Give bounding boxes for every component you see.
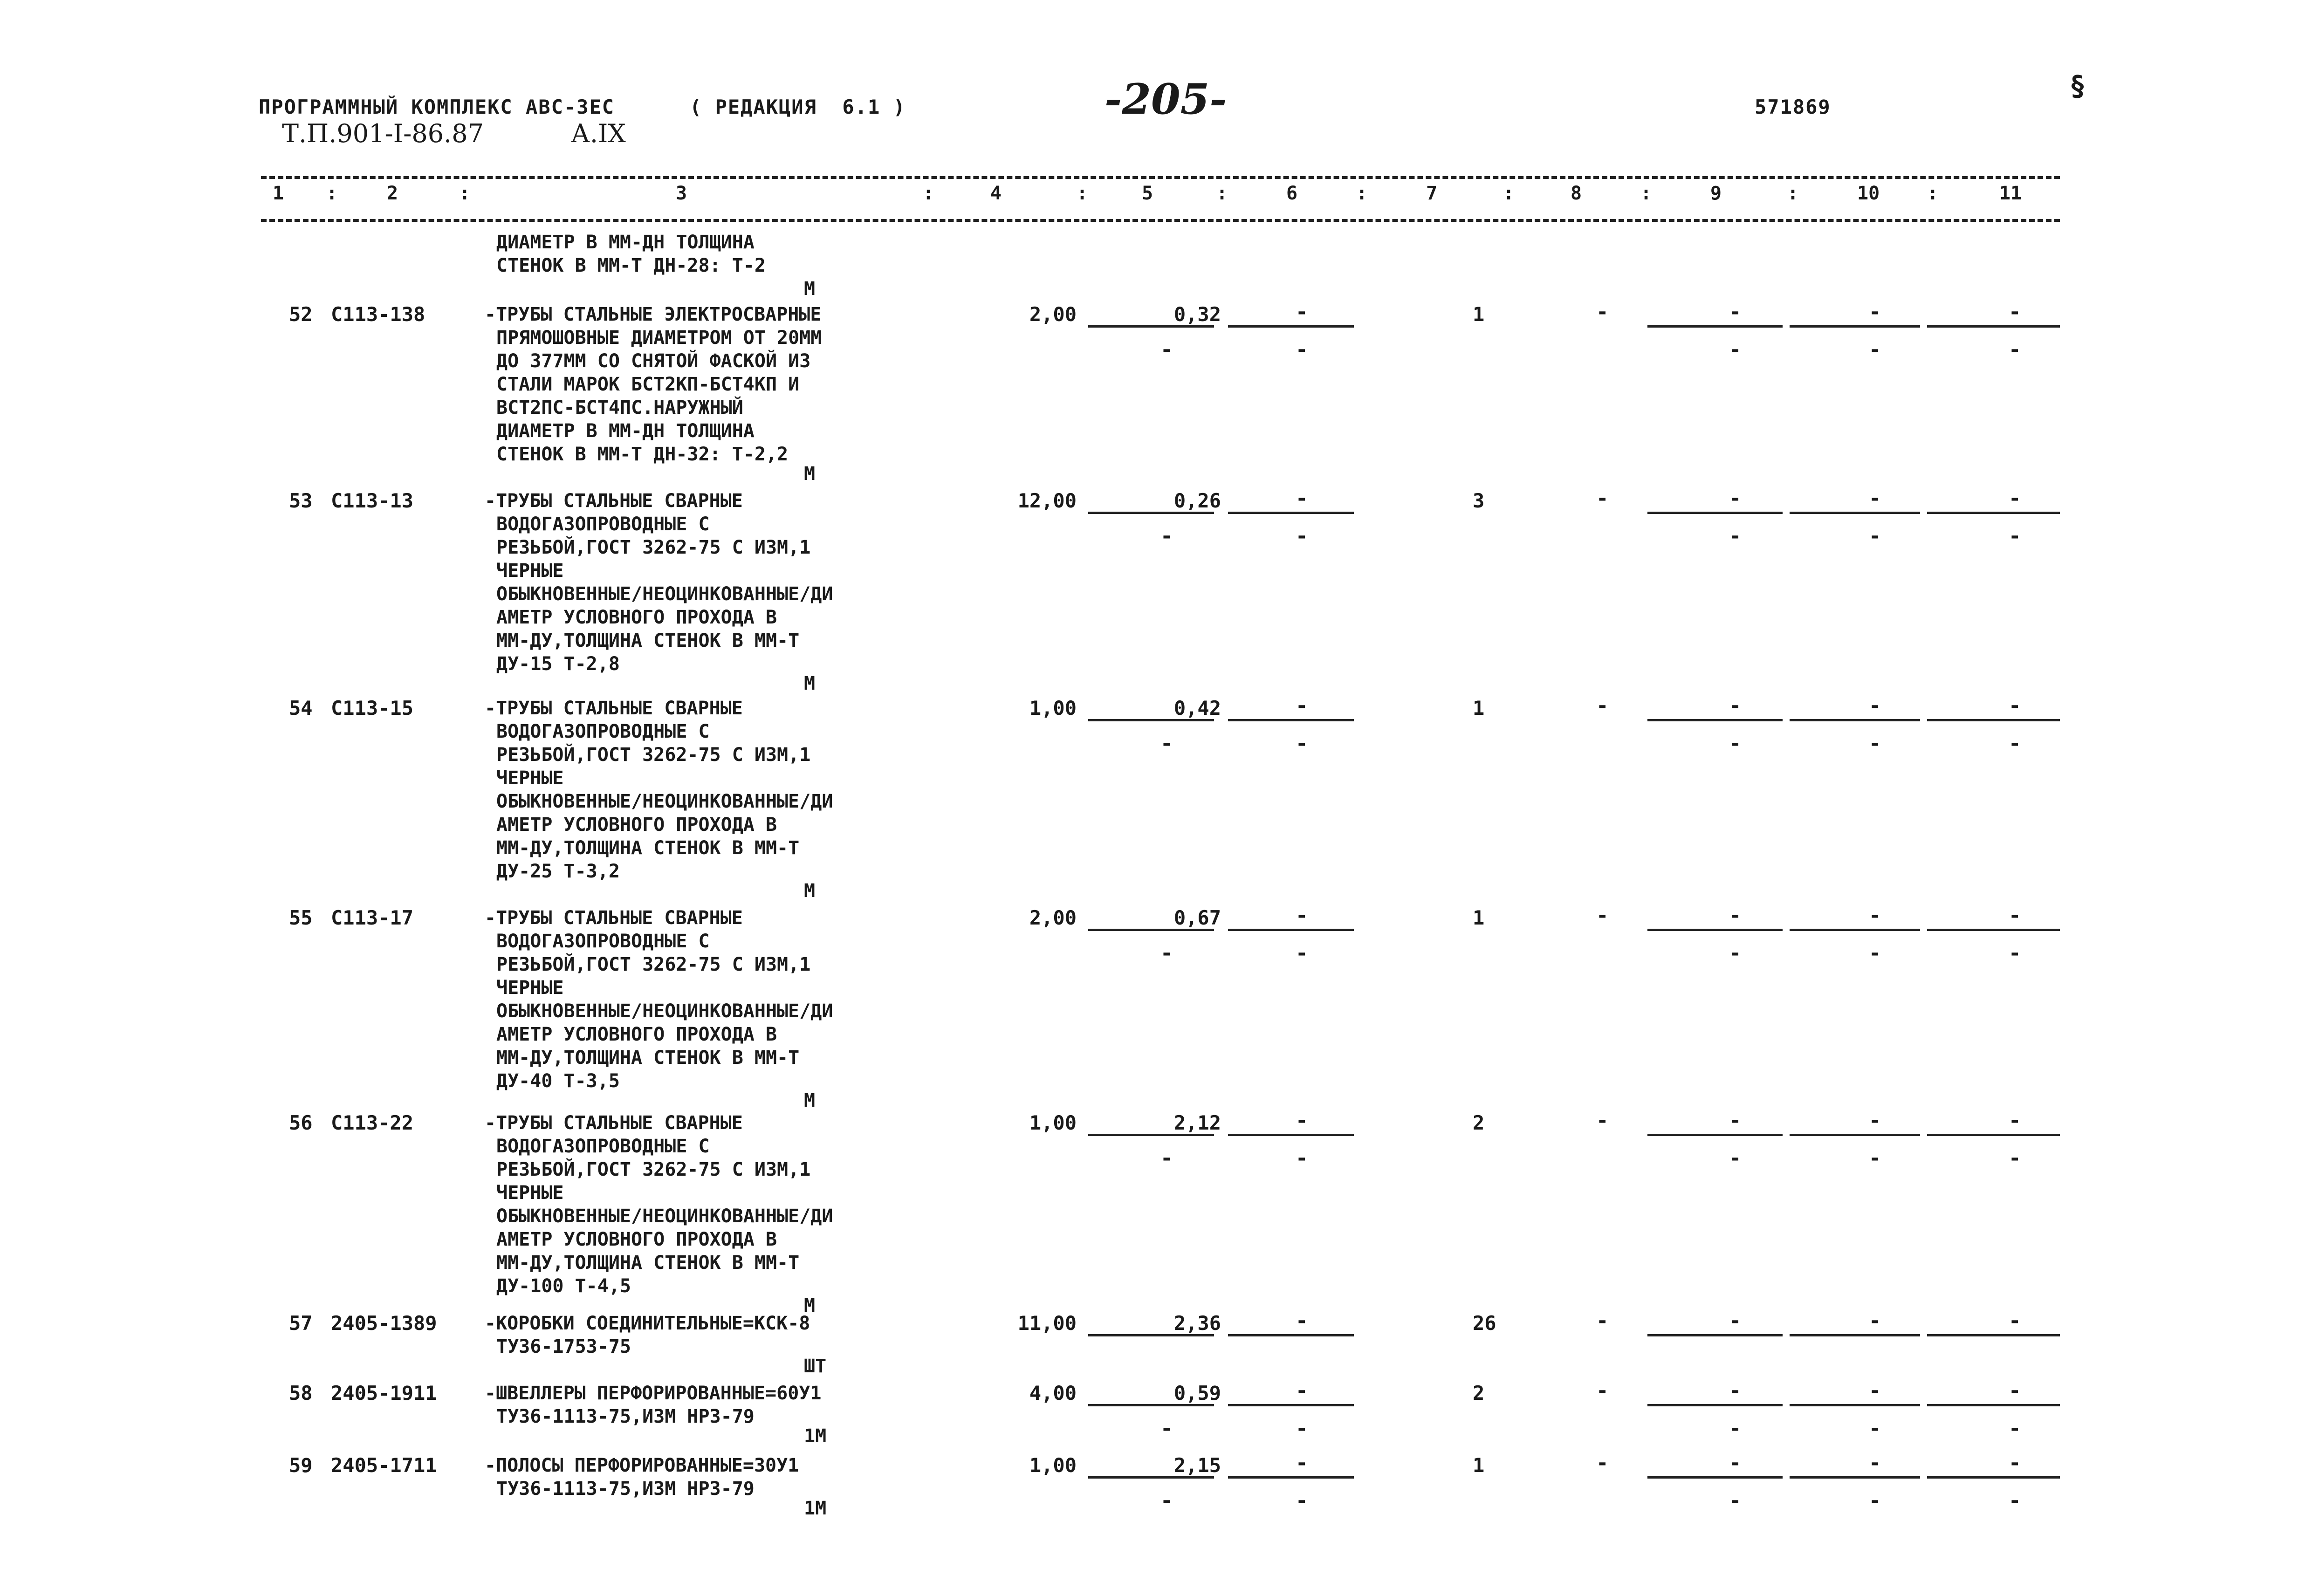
col5-top-value: 0,42 bbox=[1173, 697, 1221, 719]
row-description-line: ТУ36-1753-75 bbox=[496, 1336, 631, 1357]
col8-value: - bbox=[1596, 300, 1609, 324]
row-description-line: РЕЗЬБОЙ,ГОСТ 3262-75 С ИЗМ,1 bbox=[496, 537, 811, 558]
col9-top-value: - bbox=[1729, 1309, 1742, 1333]
col10-top-value: - bbox=[1869, 1379, 1881, 1403]
col10-bottom-value: - bbox=[1869, 1146, 1881, 1170]
row-description-line: РЕЗЬБОЙ,ГОСТ 3262-75 С ИЗМ,1 bbox=[496, 954, 811, 975]
col11-top-value: - bbox=[2009, 1379, 2021, 1403]
row-description-line: АМЕТР УСЛОВНОГО ПРОХОДА В bbox=[496, 607, 777, 628]
col7-value: 1 bbox=[1473, 303, 1485, 326]
row-quantity: 1,00 bbox=[1029, 697, 1077, 719]
col10-bottom-value: - bbox=[1869, 732, 1881, 755]
row-number: 59 bbox=[289, 1454, 313, 1477]
col7-value: 1 bbox=[1473, 697, 1485, 719]
cell-underline bbox=[1647, 325, 1783, 328]
row-description-line: -ТРУБЫ СТАЛЬНЫЕ ЭЛЕКТРОСВАРНЫЕ bbox=[485, 304, 822, 325]
col6-bottom-value: - bbox=[1296, 1146, 1308, 1170]
col6-top-value: - bbox=[1296, 694, 1308, 718]
col7-value: 1 bbox=[1473, 1454, 1485, 1477]
cell-underline bbox=[1647, 1134, 1783, 1136]
row-description-line: ДИАМЕТР В ММ-ДН ТОЛЩИНА bbox=[496, 420, 755, 442]
col9-bottom-value: - bbox=[1729, 524, 1742, 548]
cell-underline bbox=[1647, 719, 1783, 721]
col9-top-value: - bbox=[1729, 1109, 1742, 1132]
cell-underline bbox=[1790, 1334, 1920, 1336]
col8-value: - bbox=[1596, 1309, 1609, 1333]
col10-top-value: - bbox=[1869, 904, 1881, 927]
col8-value: - bbox=[1596, 1109, 1609, 1132]
col5-top-value: 0,26 bbox=[1173, 489, 1221, 512]
row-number: 56 bbox=[289, 1111, 313, 1134]
column-separator: : bbox=[1216, 183, 1228, 204]
col6-top-value: - bbox=[1296, 300, 1308, 324]
row-description-line: ЧЕРНЫЕ bbox=[496, 767, 564, 789]
row-unit: М bbox=[804, 463, 816, 485]
row-description-line: ДУ-40 Т-3,5 bbox=[496, 1070, 620, 1092]
col11-top-value: - bbox=[2009, 904, 2021, 927]
col5-bottom-value: - bbox=[1160, 1489, 1173, 1513]
col5-bottom-value: - bbox=[1160, 524, 1173, 548]
col9-top-value: - bbox=[1729, 904, 1742, 927]
row-quantity: 4,00 bbox=[1029, 1382, 1077, 1404]
col5-top-value: 2,36 bbox=[1173, 1312, 1221, 1335]
row-quantity: 2,00 bbox=[1029, 303, 1077, 326]
row-quantity: 1,00 bbox=[1029, 1454, 1077, 1477]
col10-bottom-value: - bbox=[1869, 524, 1881, 548]
cell-underline bbox=[1228, 1476, 1354, 1479]
col9-top-value: - bbox=[1729, 694, 1742, 718]
column-number: 6 bbox=[1286, 183, 1298, 204]
row-description-line: ЧЕРНЫЕ bbox=[496, 1182, 564, 1204]
row-code: 2405-1389 bbox=[331, 1312, 437, 1335]
row-description-line: СТАЛИ МАРОК БСТ2КП-БСТ4КП И bbox=[496, 374, 800, 395]
col10-bottom-value: - bbox=[1869, 1489, 1881, 1513]
cell-underline bbox=[1647, 1334, 1783, 1336]
column-separator: : bbox=[1503, 183, 1515, 204]
col11-top-value: - bbox=[2009, 1451, 2021, 1475]
col11-bottom-value: - bbox=[2009, 941, 2021, 965]
col7-value: 1 bbox=[1473, 906, 1485, 929]
pre-text-line: ДИАМЕТР В ММ-ДН ТОЛЩИНА bbox=[496, 232, 755, 253]
row-unit: М bbox=[804, 1295, 816, 1316]
row-code: С113-138 bbox=[331, 303, 425, 326]
col8-value: - bbox=[1596, 1379, 1609, 1403]
col5-top-value: 0,67 bbox=[1173, 906, 1221, 929]
row-unit: М bbox=[804, 880, 816, 902]
row-description-line: -КОРОБКИ СОЕДИНИТЕЛЬНЫЕ=КСК-8 bbox=[485, 1313, 810, 1334]
cell-underline bbox=[1647, 512, 1783, 514]
row-description-line: ВОДОГАЗОПРОВОДНЫЕ С bbox=[496, 721, 710, 742]
col8-value: - bbox=[1596, 486, 1609, 510]
row-description-line: РЕЗЬБОЙ,ГОСТ 3262-75 С ИЗМ,1 bbox=[496, 744, 811, 766]
row-description-line: ТУ36-1113-75,ИЗМ НРЗ-79 bbox=[496, 1478, 755, 1500]
row-unit: 1М bbox=[804, 1425, 827, 1447]
column-number: 1 bbox=[273, 183, 284, 204]
row-code: С113-13 bbox=[331, 489, 414, 512]
col6-bottom-value: - bbox=[1296, 732, 1308, 755]
col5-top-value: 0,32 bbox=[1173, 303, 1221, 326]
program-title: ПРОГРАММНЫЙ КОМПЛЕКС АВС-ЗЕС bbox=[259, 96, 615, 118]
cell-underline bbox=[1228, 1404, 1354, 1406]
column-number: 2 bbox=[387, 183, 398, 204]
row-unit: М bbox=[804, 1090, 816, 1111]
col10-bottom-value: - bbox=[1869, 338, 1881, 362]
col6-bottom-value: - bbox=[1296, 1489, 1308, 1513]
cell-underline bbox=[1228, 1134, 1354, 1136]
pre-text-unit: М bbox=[804, 278, 816, 300]
row-description-line: ЧЕРНЫЕ bbox=[496, 560, 564, 582]
cell-underline bbox=[1927, 512, 2060, 514]
col6-top-value: - bbox=[1296, 1109, 1308, 1132]
row-code: 2405-1911 bbox=[331, 1382, 437, 1404]
cell-underline bbox=[1088, 325, 1214, 328]
col5-bottom-value: - bbox=[1160, 1417, 1173, 1440]
cell-underline bbox=[1088, 512, 1214, 514]
col10-top-value: - bbox=[1869, 300, 1881, 324]
col11-top-value: - bbox=[2009, 1309, 2021, 1333]
col11-top-value: - bbox=[2009, 486, 2021, 510]
col11-top-value: - bbox=[2009, 1109, 2021, 1132]
col10-top-value: - bbox=[1869, 694, 1881, 718]
column-number: 4 bbox=[990, 183, 1002, 204]
cell-underline bbox=[1927, 325, 2060, 328]
page-number: -205- bbox=[1105, 75, 1227, 124]
row-quantity: 2,00 bbox=[1029, 906, 1077, 929]
col6-bottom-value: - bbox=[1296, 338, 1308, 362]
col7-value: 26 bbox=[1473, 1312, 1496, 1335]
row-description-line: ММ-ДУ,ТОЛЩИНА СТЕНОК В ММ-Т bbox=[496, 1252, 800, 1274]
row-description-line: -ПОЛОСЫ ПЕРФОРИРОВАННЫЕ=30У1 bbox=[485, 1455, 799, 1476]
cell-underline bbox=[1927, 1334, 2060, 1336]
col9-top-value: - bbox=[1729, 486, 1742, 510]
row-description-line: ММ-ДУ,ТОЛЩИНА СТЕНОК В ММ-Т bbox=[496, 1047, 800, 1069]
row-code: С113-22 bbox=[331, 1111, 414, 1134]
col5-bottom-value: - bbox=[1160, 732, 1173, 755]
cell-underline bbox=[1927, 1476, 2060, 1479]
col10-top-value: - bbox=[1869, 486, 1881, 510]
col7-value: 3 bbox=[1473, 489, 1485, 512]
row-number: 57 bbox=[289, 1312, 313, 1335]
column-number: 10 bbox=[1857, 183, 1880, 204]
col9-top-value: - bbox=[1729, 1379, 1742, 1403]
col9-bottom-value: - bbox=[1729, 941, 1742, 965]
col9-top-value: - bbox=[1729, 300, 1742, 324]
column-number: 3 bbox=[676, 183, 687, 204]
col11-top-value: - bbox=[2009, 694, 2021, 718]
row-number: 54 bbox=[289, 697, 313, 719]
column-number: 5 bbox=[1142, 183, 1153, 204]
row-description-line: РЕЗЬБОЙ,ГОСТ 3262-75 С ИЗМ,1 bbox=[496, 1159, 811, 1180]
row-description-line: ЧЕРНЫЕ bbox=[496, 977, 564, 999]
col8-value: - bbox=[1596, 904, 1609, 927]
column-number: 7 bbox=[1426, 183, 1438, 204]
row-description-line: ПРЯМОШОВНЫЕ ДИАМЕТРОМ ОТ 20ММ bbox=[496, 327, 822, 349]
row-number: 55 bbox=[289, 906, 313, 929]
cell-underline bbox=[1088, 1476, 1214, 1479]
col11-bottom-value: - bbox=[2009, 732, 2021, 755]
row-code: С113-15 bbox=[331, 697, 414, 719]
cell-underline bbox=[1927, 719, 2060, 721]
row-description-line: АМЕТР УСЛОВНОГО ПРОХОДА В bbox=[496, 1024, 777, 1045]
row-quantity: 1,00 bbox=[1029, 1111, 1077, 1134]
col5-bottom-value: - bbox=[1160, 941, 1173, 965]
col6-bottom-value: - bbox=[1296, 524, 1308, 548]
col5-top-value: 2,12 bbox=[1173, 1111, 1221, 1134]
row-description-line: ТУ36-1113-75,ИЗМ НРЗ-79 bbox=[496, 1406, 755, 1427]
column-separator: : bbox=[1356, 183, 1368, 204]
col9-bottom-value: - bbox=[1729, 1489, 1742, 1513]
document-code: 571869 bbox=[1755, 96, 1831, 118]
row-description-line: ВОДОГАЗОПРОВОДНЫЕ С bbox=[496, 931, 710, 952]
column-number: 8 bbox=[1571, 183, 1582, 204]
cell-underline bbox=[1088, 1134, 1214, 1136]
column-number: 9 bbox=[1710, 183, 1722, 204]
row-description-line: -ТРУБЫ СТАЛЬНЫЕ СВАРНЫЕ bbox=[485, 907, 743, 929]
col5-top-value: 0,59 bbox=[1173, 1382, 1221, 1404]
col10-top-value: - bbox=[1869, 1451, 1881, 1475]
column-separator: : bbox=[1927, 183, 1939, 204]
col7-value: 2 bbox=[1473, 1111, 1485, 1134]
column-separator: : bbox=[923, 183, 934, 204]
cell-underline bbox=[1088, 929, 1214, 931]
row-code: 2405-1711 bbox=[331, 1454, 437, 1477]
row-quantity: 11,00 bbox=[1017, 1312, 1077, 1335]
column-separator: : bbox=[1077, 183, 1088, 204]
row-unit: ШТ bbox=[804, 1356, 827, 1377]
row-description-line: АМЕТР УСЛОВНОГО ПРОХОДА В bbox=[496, 1229, 777, 1250]
cell-underline bbox=[1647, 1476, 1783, 1479]
row-description-line: АМЕТР УСЛОВНОГО ПРОХОДА В bbox=[496, 814, 777, 836]
cell-underline bbox=[1790, 929, 1920, 931]
col10-top-value: - bbox=[1869, 1309, 1881, 1333]
col9-bottom-value: - bbox=[1729, 1417, 1742, 1440]
pre-text-line: СТЕНОК В ММ-Т ДН-28: Т-2 bbox=[496, 255, 766, 276]
row-description-line: ВОДОГАЗОПРОВОДНЫЕ С bbox=[496, 514, 710, 535]
col6-top-value: - bbox=[1296, 1451, 1308, 1475]
header-rule-bottom bbox=[261, 219, 2060, 222]
col8-value: - bbox=[1596, 1451, 1609, 1475]
row-description-line: ОБЫКНОВЕННЫЕ/НЕОЦИНКОВАННЫЕ/ДИ bbox=[496, 1000, 833, 1022]
row-description-line: -ТРУБЫ СТАЛЬНЫЕ СВАРНЫЕ bbox=[485, 1112, 743, 1134]
row-description-line: -ТРУБЫ СТАЛЬНЫЕ СВАРНЫЕ bbox=[485, 698, 743, 719]
col6-top-value: - bbox=[1296, 1379, 1308, 1403]
cell-underline bbox=[1088, 719, 1214, 721]
cell-underline bbox=[1927, 1134, 2060, 1136]
col8-value: - bbox=[1596, 694, 1609, 718]
row-unit: М bbox=[804, 673, 816, 694]
row-description-line: СТЕНОК В ММ-Т ДН-32: Т-2,2 bbox=[496, 444, 789, 465]
cell-underline bbox=[1927, 929, 2060, 931]
cell-underline bbox=[1790, 512, 1920, 514]
column-number: 11 bbox=[1999, 183, 2022, 204]
cell-underline bbox=[1790, 719, 1920, 721]
column-separator: : bbox=[1640, 183, 1652, 204]
col6-top-value: - bbox=[1296, 1309, 1308, 1333]
row-description-line: -ШВЕЛЛЕРЫ ПЕРФОРИРОВАННЫЕ=60У1 bbox=[485, 1383, 822, 1404]
row-quantity: 12,00 bbox=[1017, 489, 1077, 512]
cell-underline bbox=[1228, 929, 1354, 931]
col9-top-value: - bbox=[1729, 1451, 1742, 1475]
cell-underline bbox=[1088, 1334, 1214, 1336]
row-description-line: ДУ-15 Т-2,8 bbox=[496, 653, 620, 675]
row-description-line: ОБЫКНОВЕННЫЕ/НЕОЦИНКОВАННЫЕ/ДИ bbox=[496, 1206, 833, 1227]
row-description-line: ВОДОГАЗОПРОВОДНЫЕ С bbox=[496, 1136, 710, 1157]
cell-underline bbox=[1228, 512, 1354, 514]
col5-top-value: 2,15 bbox=[1173, 1454, 1221, 1477]
cell-underline bbox=[1790, 1404, 1920, 1406]
row-description-line: ОБЫКНОВЕННЫЕ/НЕОЦИНКОВАННЫЕ/ДИ bbox=[496, 583, 833, 605]
col6-bottom-value: - bbox=[1296, 941, 1308, 965]
cell-underline bbox=[1228, 325, 1354, 328]
row-description-line: ММ-ДУ,ТОЛЩИНА СТЕНОК В ММ-Т bbox=[496, 837, 800, 859]
row-description-line: ДУ-25 Т-3,2 bbox=[496, 861, 620, 882]
album-label: А.IX bbox=[571, 119, 626, 148]
row-description-line: ДУ-100 Т-4,5 bbox=[496, 1275, 631, 1297]
column-separator: : bbox=[1787, 183, 1799, 204]
col6-top-value: - bbox=[1296, 904, 1308, 927]
col9-bottom-value: - bbox=[1729, 1146, 1742, 1170]
col11-bottom-value: - bbox=[2009, 1146, 2021, 1170]
cell-underline bbox=[1088, 1404, 1214, 1406]
cell-underline bbox=[1228, 1334, 1354, 1336]
cell-underline bbox=[1790, 325, 1920, 328]
row-description-line: -ТРУБЫ СТАЛЬНЫЕ СВАРНЫЕ bbox=[485, 490, 743, 512]
col10-top-value: - bbox=[1869, 1109, 1881, 1132]
column-separator: : bbox=[459, 183, 471, 204]
row-number: 53 bbox=[289, 489, 313, 512]
col7-value: 2 bbox=[1473, 1382, 1485, 1404]
col5-bottom-value: - bbox=[1160, 338, 1173, 362]
row-description-line: ОБЫКНОВЕННЫЕ/НЕОЦИНКОВАННЫЕ/ДИ bbox=[496, 791, 833, 812]
corner-mark: § bbox=[2069, 70, 2086, 103]
col11-bottom-value: - bbox=[2009, 1489, 2021, 1513]
row-description-line: ВСТ2ПС-БСТ4ПС.НАРУЖНЫЙ bbox=[496, 397, 743, 418]
cell-underline bbox=[1790, 1134, 1920, 1136]
col6-bottom-value: - bbox=[1296, 1417, 1308, 1440]
project-number: Т.П.901-I-86.87 bbox=[282, 119, 484, 148]
column-separator: : bbox=[326, 183, 338, 204]
col11-bottom-value: - bbox=[2009, 1417, 2021, 1440]
cell-underline bbox=[1927, 1404, 2060, 1406]
edition-label: ( РЕДАКЦИЯ 6.1 ) bbox=[690, 96, 906, 118]
header-rule-top bbox=[261, 176, 2060, 179]
col5-bottom-value: - bbox=[1160, 1146, 1173, 1170]
row-description-line: ММ-ДУ,ТОЛЩИНА СТЕНОК В ММ-Т bbox=[496, 630, 800, 651]
col11-top-value: - bbox=[2009, 300, 2021, 324]
cell-underline bbox=[1647, 929, 1783, 931]
col11-bottom-value: - bbox=[2009, 524, 2021, 548]
row-code: С113-17 bbox=[331, 906, 414, 929]
cell-underline bbox=[1228, 719, 1354, 721]
col6-top-value: - bbox=[1296, 486, 1308, 510]
row-description-line: ДО 377ММ СО СНЯТОЙ ФАСКОЙ ИЗ bbox=[496, 350, 811, 372]
row-number: 52 bbox=[289, 303, 313, 326]
col9-bottom-value: - bbox=[1729, 732, 1742, 755]
col10-bottom-value: - bbox=[1869, 941, 1881, 965]
col10-bottom-value: - bbox=[1869, 1417, 1881, 1440]
row-unit: 1М bbox=[804, 1498, 827, 1519]
col11-bottom-value: - bbox=[2009, 338, 2021, 362]
cell-underline bbox=[1790, 1476, 1920, 1479]
row-number: 58 bbox=[289, 1382, 313, 1404]
cell-underline bbox=[1647, 1404, 1783, 1406]
col9-bottom-value: - bbox=[1729, 338, 1742, 362]
